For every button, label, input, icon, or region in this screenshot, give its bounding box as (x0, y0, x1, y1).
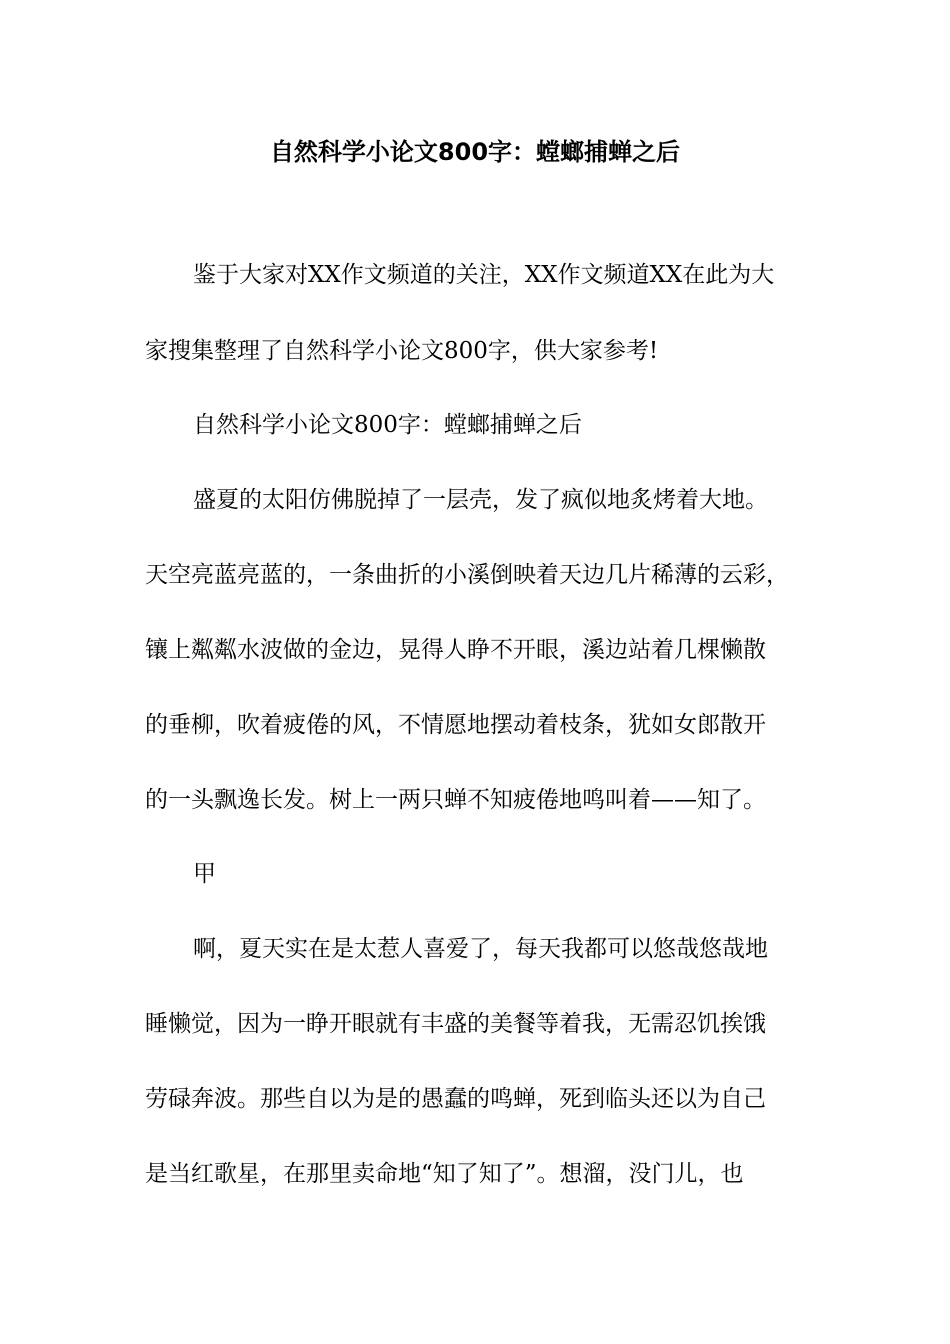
paragraph-line: 的一头飘逸长发。树上一两只蝉不知疲倦地鸣叫着——知了。 (145, 787, 766, 813)
paragraph-line: 镶上粼粼水波做的金边，晃得人睁不开眼，溪边站着几棵懒散 (145, 637, 766, 663)
paragraph-line: 自然科学小论文800字：螳螂捕蝉之后 (193, 412, 582, 438)
paragraph-line: 甲 (193, 861, 216, 887)
paragraph-line: 睡懒觉，因为一睁开眼就有丰盛的美餐等着我，无需忍饥挨饿 (145, 1011, 766, 1037)
paragraph-line: 天空亮蓝亮蓝的，一条曲折的小溪倒映着天边几片稀薄的云彩， (145, 562, 789, 588)
paragraph-line: 啊，夏天实在是太惹人喜爱了，每天我都可以悠哉悠哉地 (193, 936, 768, 962)
paragraph-line: 鉴于大家对XX作文频道的关注，XX作文频道XX在此为大 (193, 262, 775, 288)
paragraph-line: 的垂柳，吹着疲倦的风，不情愿地摆动着枝条，犹如女郎散开 (145, 712, 766, 738)
paragraph-line: 是当红歌星，在那里卖命地“知了知了”。想溜，没门儿，也 (145, 1161, 744, 1187)
paragraph-line: 盛夏的太阳仿佛脱掉了一层壳，发了疯似地炙烤着大地。 (193, 487, 768, 513)
paragraph-line: 劳碌奔波。那些自以为是的愚蠢的鸣蝉，死到临头还以为自己 (145, 1086, 766, 1112)
document-title: 自然科学小论文800字：螳螂捕蝉之后 (269, 138, 681, 166)
paragraph-line: 家搜集整理了自然科学小论文800字，供大家参考! (145, 338, 659, 364)
